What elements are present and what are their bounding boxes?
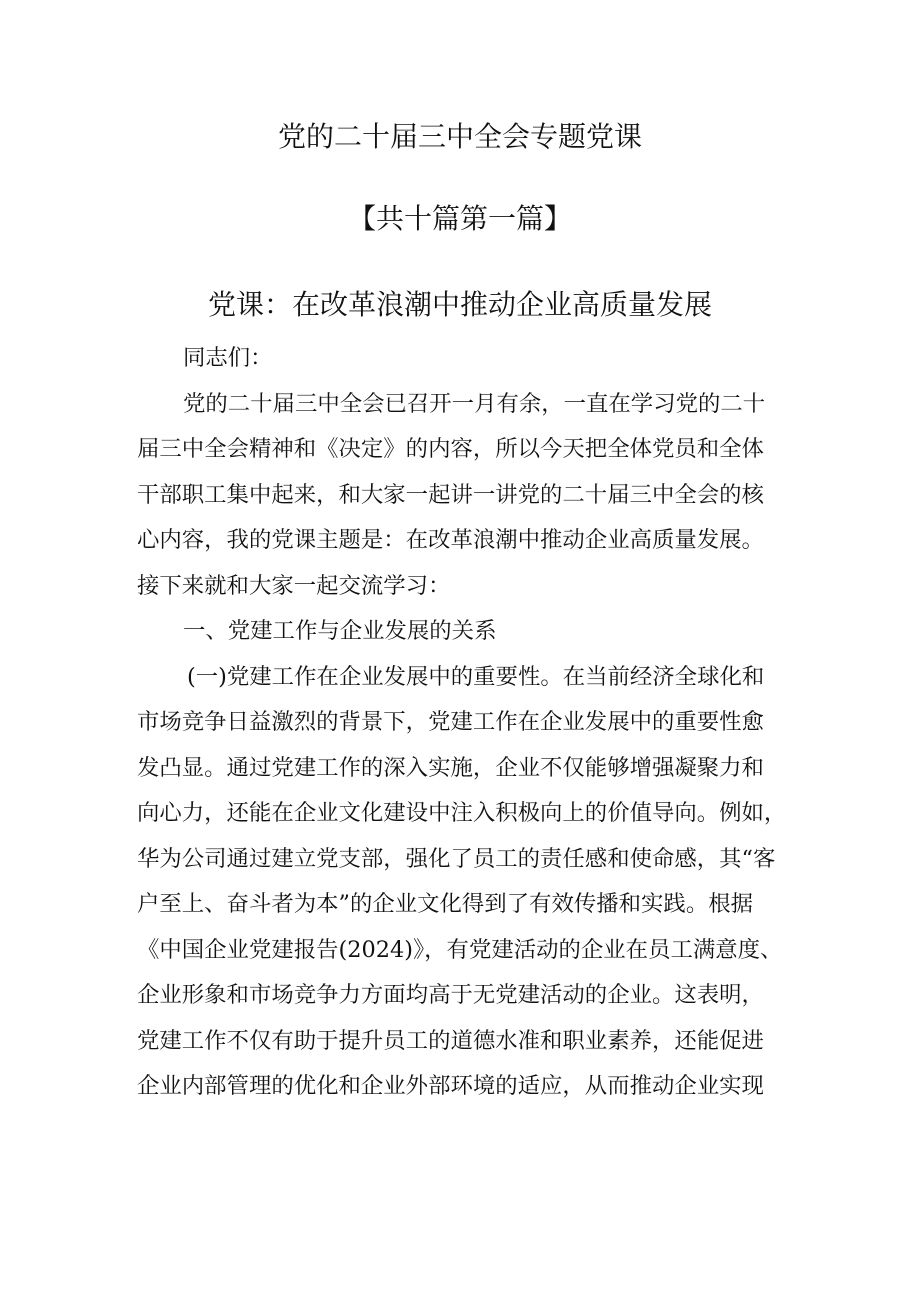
body-line: 发凸显。通过党建工作的深入实施，企业不仅能够增强凝聚力和 xyxy=(137,754,764,781)
body-line: 党的二十届三中全会已召开一月有余，一直在学习党的二十 xyxy=(183,390,766,417)
document-title: 党的二十届三中全会专题党课 xyxy=(277,120,642,153)
body-line: 《中国企业党建报告(2024)》，有党建活动的企业在员工满意度、 xyxy=(137,936,783,963)
salutation-line: 同志们： xyxy=(183,345,273,371)
body-line: 接下来就和大家一起交流学习： xyxy=(137,572,451,599)
lecture-heading: 党课：在改革浪潮中推动企业高质量发展 xyxy=(207,288,712,321)
body-line: 华为公司通过建立党支部，强化了员工的责任感和使命感，其“客 xyxy=(137,845,776,872)
subsection-line: (一)党建工作在企业发展中的重要性。在当前经济全球化和 xyxy=(187,663,765,690)
body-line: 企业内部管理的优化和企业外部环境的适应，从而推动企业实现 xyxy=(137,1073,764,1099)
body-line: 干部职工集中起来，和大家一起讲一讲党的二十届三中全会的核 xyxy=(137,481,764,508)
body-line: 党建工作不仅有助于提升员工的道德水准和职业素养，还能促进 xyxy=(137,1027,764,1054)
document-subtitle: 【共十篇第一篇】 xyxy=(347,202,572,235)
body-line: 户至上、奋斗者为本”的企业文化得到了有效传播和实践。根据 xyxy=(137,891,753,917)
body-line: 心内容，我的党课主题是：在改革浪潮中推动企业高质量发展。 xyxy=(137,527,764,553)
body-line: 向心力，还能在企业文化建设中注入积极向上的价值导向。例如， xyxy=(137,800,787,826)
section-heading: 一、党建工作与企业发展的关系 xyxy=(183,618,497,644)
body-line: 企业形象和市场竞争力方面均高于无党建活动的企业。这表明， xyxy=(137,982,764,1008)
body-line: 届三中全会精神和《决定》的内容，所以今天把全体党员和全体 xyxy=(137,436,764,462)
body-line: 市场竞争日益激烈的背景下，党建工作在企业发展中的重要性愈 xyxy=(137,709,764,735)
document-body xyxy=(137,336,827,1110)
